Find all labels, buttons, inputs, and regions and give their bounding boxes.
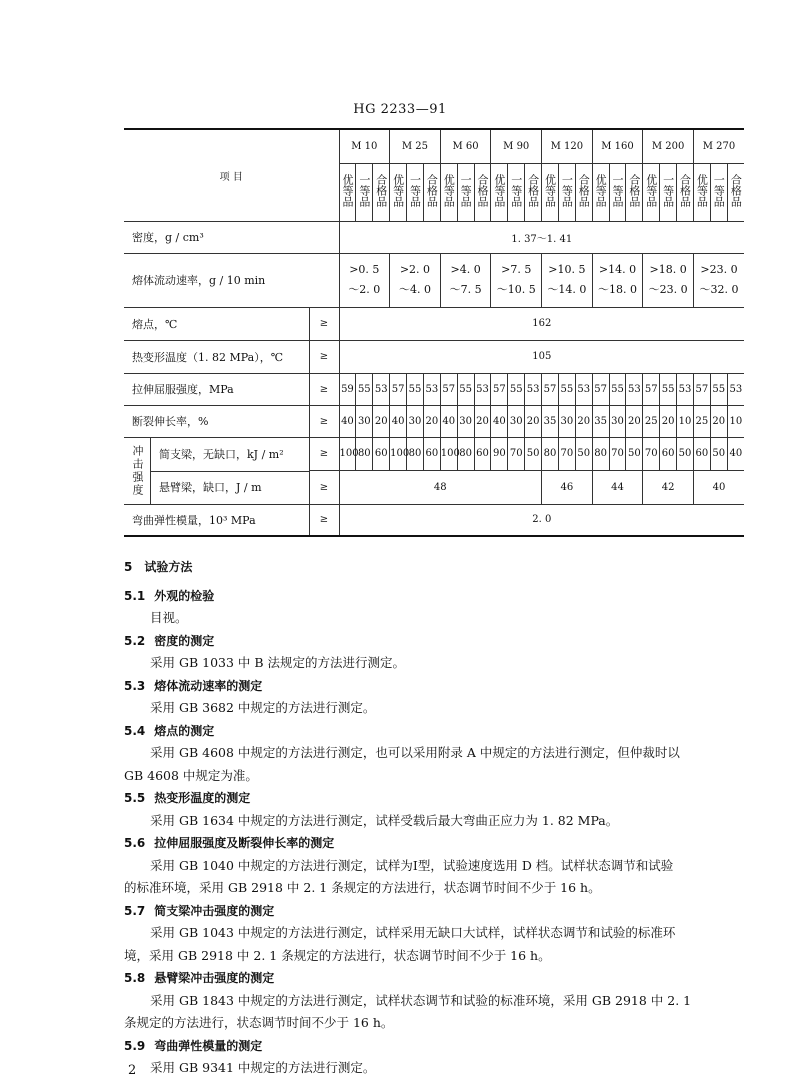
op-ge: ≥ (309, 437, 339, 471)
section-heading: 5 试验方法 (124, 560, 193, 574)
mfr-lower: >2. 0 (399, 263, 431, 276)
paragraph: 采用 GB 3682 中规定的方法进行测定。 (150, 700, 376, 715)
subgrade-label: 一等品 (712, 174, 726, 207)
mfr-range (390, 253, 441, 307)
mfr-lower: >18. 0 (649, 263, 687, 276)
elongation-value: 30 (356, 405, 373, 437)
subgrade-header (491, 163, 508, 221)
paragraph: 的标准环境，采用 GB 2918 中 2. 1 条规定的方法进行，状态调节时间不少于 16 h。 (124, 880, 601, 895)
charpy-value: 50 (575, 437, 592, 471)
elongation-value: 35 (542, 405, 559, 437)
tensile-value: 55 (457, 373, 474, 405)
subgrade-header (457, 163, 474, 221)
subgrade-label: 优等品 (594, 174, 608, 207)
mfr-upper: ～32. 0 (699, 283, 739, 296)
row-label-tensile: 拉伸屈服强度，MPa (124, 373, 309, 405)
charpy-value: 80 (407, 437, 424, 471)
row-label-mfr: 熔体流动速率，g / 10 min (124, 253, 339, 307)
paragraph: 境，采用 GB 2918 中 2. 1 条规定的方法进行，状态调节时间不少于 16 h。 (124, 947, 551, 963)
charpy-value: 90 (491, 437, 508, 471)
tensile-value: 53 (423, 373, 440, 405)
subgrade-header (693, 163, 710, 221)
row-label-density: 密度，g / cm³ (124, 221, 339, 253)
subgrade-label: 优等品 (442, 174, 456, 207)
charpy-value: 70 (609, 437, 626, 471)
subgrade-label: 一等品 (560, 174, 574, 207)
subsection-heading: 5.7 简支梁冲击强度的测定 (124, 900, 746, 923)
elongation-value: 20 (660, 405, 677, 437)
spec-table (124, 128, 744, 537)
page-number: 2 (128, 1063, 137, 1078)
subgrade-header (339, 163, 356, 221)
paragraph: GB 4608 中规定为准。 (124, 767, 258, 783)
charpy-value: 60 (423, 437, 440, 471)
subsection-number: 5.9 (124, 1038, 146, 1053)
elongation-value: 30 (508, 405, 525, 437)
elongation-value: 25 (693, 405, 710, 437)
tensile-value: 53 (626, 373, 643, 405)
tensile-value: 53 (474, 373, 491, 405)
subgrade-label: 一等品 (357, 174, 371, 207)
charpy-value: 70 (558, 437, 575, 471)
test-methods (124, 556, 746, 1080)
elongation-value: 40 (491, 405, 508, 437)
grade-header: M 10 (339, 129, 390, 163)
op-ge: ≥ (309, 340, 339, 373)
mfr-upper: ～7. 5 (449, 283, 482, 296)
grade-header: M 200 (643, 129, 694, 163)
izod-value: 48 (339, 471, 542, 505)
mfr-range (693, 253, 744, 307)
subgrade-label: 合格品 (627, 174, 641, 207)
tensile-value: 55 (407, 373, 424, 405)
tensile-value: 55 (710, 373, 727, 405)
subgrade-label: 合格品 (577, 174, 591, 207)
tensile-value: 57 (491, 373, 508, 405)
subgrade-header (373, 163, 390, 221)
elongation-value: 40 (440, 405, 457, 437)
subsection-heading: 5.1 外观的检验 (124, 585, 746, 608)
elongation-value: 20 (525, 405, 542, 437)
subsection-number: 5.5 (124, 791, 146, 805)
mfr-lower: >7. 5 (501, 263, 532, 276)
row-label-charpy: 简支梁，无缺口，kJ / m² (151, 438, 309, 472)
tensile-value: 55 (558, 373, 575, 405)
izod-value: 46 (542, 471, 593, 505)
mfr-lower: >0. 5 (349, 263, 380, 276)
subgrade-label: 合格品 (729, 174, 743, 207)
subsection-heading: 5.4 熔点的测定 (124, 720, 746, 743)
paragraph: 采用 GB 4608 中规定的方法进行测定，也可以采用附录 A 中规定的方法进行测定，但仲裁时以 (150, 745, 680, 760)
op-ge: ≥ (309, 307, 339, 340)
tensile-value: 57 (542, 373, 559, 405)
mfr-upper: ～23. 0 (648, 283, 688, 296)
izod-value: 42 (643, 471, 694, 505)
tensile-value: 55 (356, 373, 373, 405)
row-label-elongation: 断裂伸长率，% (124, 405, 309, 437)
op-ge: ≥ (309, 471, 339, 505)
charpy-value: 80 (542, 437, 559, 471)
charpy-value: 50 (525, 437, 542, 471)
subgrade-label: 一等品 (661, 174, 675, 207)
izod-value: 40 (693, 471, 744, 505)
tensile-value: 53 (525, 373, 542, 405)
subgrade-label: 优等品 (543, 174, 557, 207)
op-ge: ≥ (309, 373, 339, 405)
row-label-izod: 悬臂梁，缺口，J / m (159, 480, 262, 494)
elongation-value: 35 (592, 405, 609, 437)
charpy-value: 40 (727, 437, 744, 471)
subgrade-label: 一等品 (408, 174, 422, 207)
elongation-value: 30 (407, 405, 424, 437)
tensile-value: 57 (390, 373, 407, 405)
subgrade-label: 优等品 (644, 174, 658, 207)
elongation-value: 10 (677, 405, 694, 437)
subgrade-header (508, 163, 525, 221)
row-label-melting: 熔点，℃ (124, 307, 309, 340)
item-header: 项 目 (124, 129, 339, 221)
tensile-value: 57 (693, 373, 710, 405)
subsection-number: 5.7 (124, 903, 146, 918)
subgrade-header (558, 163, 575, 221)
elongation-value: 20 (575, 405, 592, 437)
paragraph: 采用 GB 9341 中规定的方法进行测定。 (150, 1060, 376, 1075)
charpy-value: 70 (643, 437, 660, 471)
charpy-value: 80 (457, 437, 474, 471)
op-ge: ≥ (309, 504, 339, 536)
subgrade-label: 优等品 (391, 174, 405, 207)
subgrade-header (390, 163, 407, 221)
mfr-lower: >4. 0 (450, 263, 481, 276)
mfr-lower: >10. 5 (548, 263, 586, 276)
grade-header: M 90 (491, 129, 542, 163)
subgrade-header (474, 163, 491, 221)
subgrade-label: 合格品 (678, 174, 692, 207)
charpy-value: 80 (356, 437, 373, 471)
subsection-heading: 5.9 弯曲弹性模量的测定 (124, 1035, 746, 1058)
charpy-value: 50 (677, 437, 694, 471)
elongation-value: 10 (727, 405, 744, 437)
subgrade-header (440, 163, 457, 221)
paragraph: 条规定的方法进行，状态调节时间不少于 16 h。 (124, 1015, 394, 1030)
subgrade-label: 优等品 (695, 174, 709, 207)
subsection-heading: 5.5 热变形温度的测定 (124, 787, 746, 810)
melting-value: 162 (339, 307, 744, 340)
subgrade-label: 合格品 (425, 174, 439, 207)
mfr-range (440, 253, 491, 307)
tensile-value: 55 (609, 373, 626, 405)
subgrade-label: 合格品 (374, 174, 388, 207)
subgrade-header (356, 163, 373, 221)
charpy-value: 60 (693, 437, 710, 471)
mfr-upper: ～2. 0 (348, 283, 381, 296)
density-value: 1. 37～1. 41 (339, 221, 744, 253)
subgrade-header (643, 163, 660, 221)
mfr-upper: ～4. 0 (398, 283, 431, 296)
mfr-upper: ～10. 5 (496, 283, 536, 296)
mfr-range (491, 253, 542, 307)
subsection-number: 5.8 (124, 971, 146, 985)
tensile-value: 57 (592, 373, 609, 405)
subgrade-header (677, 163, 694, 221)
grade-header: M 60 (440, 129, 491, 163)
tensile-value: 53 (373, 373, 390, 405)
elongation-value: 20 (373, 405, 390, 437)
subgrade-label: 优等品 (340, 174, 354, 207)
subsection-number: 5.4 (124, 723, 146, 738)
subgrade-header (407, 163, 424, 221)
subgrade-header (575, 163, 592, 221)
subgrade-label: 合格品 (526, 174, 540, 207)
mfr-upper: ～18. 0 (598, 283, 637, 296)
subsection-heading: 5.2 密度的测定 (124, 630, 746, 653)
charpy-value: 60 (474, 437, 491, 471)
tensile-value: 53 (727, 373, 744, 405)
tensile-value: 53 (575, 373, 592, 405)
elongation-value: 25 (643, 405, 660, 437)
flexural-value: 2. 0 (339, 504, 744, 536)
tensile-value: 55 (660, 373, 677, 405)
elongation-value: 20 (423, 405, 440, 437)
paragraph: 采用 GB 1040 中规定的方法进行测定，试样为Ⅰ型，试验速度选用 D 档。试样状态调节和试验 (150, 857, 674, 873)
mfr-lower: >23. 0 (700, 263, 738, 276)
subgrade-header (710, 163, 727, 221)
subgrade-label: 一等品 (459, 174, 473, 207)
grade-header: M 270 (693, 129, 744, 163)
subgrade-label: 优等品 (492, 174, 506, 207)
mfr-lower: >14. 0 (598, 263, 637, 276)
tensile-value: 59 (339, 373, 356, 405)
mfr-range (339, 253, 390, 307)
subgrade-header (542, 163, 559, 221)
tensile-value: 53 (677, 373, 694, 405)
tensile-value: 57 (643, 373, 660, 405)
subgrade-header (423, 163, 440, 221)
op-ge: ≥ (309, 405, 339, 437)
elongation-value: 20 (474, 405, 491, 437)
elongation-value: 30 (609, 405, 626, 437)
mfr-range (542, 253, 593, 307)
charpy-value: 60 (373, 437, 390, 471)
subgrade-label: 一等品 (509, 174, 523, 207)
elongation-value: 20 (710, 405, 727, 437)
charpy-value: 50 (710, 437, 727, 471)
charpy-value: 50 (626, 437, 643, 471)
subgrade-header (525, 163, 542, 221)
subsection-number: 5.6 (124, 836, 146, 850)
subgrade-header (609, 163, 626, 221)
paragraph: 目视。 (150, 610, 188, 625)
charpy-value: 100 (440, 437, 457, 471)
charpy-value: 60 (660, 437, 677, 471)
subsection-number: 5.2 (124, 633, 146, 648)
subsection-heading: 5.8 悬臂梁冲击强度的测定 (124, 967, 746, 990)
subsection-number: 5.1 (124, 588, 146, 603)
hdt-value: 105 (339, 340, 744, 373)
charpy-value: 70 (508, 437, 525, 471)
mfr-range (592, 253, 643, 307)
paragraph: 采用 GB 1843 中规定的方法进行测定，试样状态调节和试验的标准环境，采用 GB 2918 中 2. 1 (150, 992, 692, 1008)
elongation-value: 30 (457, 405, 474, 437)
subsection-number: 5.3 (124, 678, 146, 693)
charpy-value: 100 (390, 437, 407, 471)
impact-group-label: 冲击强度 (131, 444, 144, 497)
izod-value: 44 (592, 471, 643, 505)
subgrade-header (660, 163, 677, 221)
impact-group-cell (124, 437, 309, 504)
elongation-value: 40 (390, 405, 407, 437)
subgrade-header (727, 163, 744, 221)
paragraph: 采用 GB 1033 中 B 法规定的方法进行测定。 (150, 655, 406, 670)
paragraph: 采用 GB 1634 中规定的方法进行测定，试样受载后最大弯曲正应力为 1. 82 MPa。 (150, 812, 619, 828)
subgrade-label: 合格品 (475, 174, 489, 207)
subsection-heading: 5.3 熔体流动速率的测定 (124, 675, 746, 698)
grade-header: M 160 (592, 129, 643, 163)
tensile-value: 55 (508, 373, 525, 405)
subgrade-header (592, 163, 609, 221)
charpy-value: 100 (339, 437, 356, 471)
row-label-hdt: 热变形温度（1. 82 MPa），℃ (124, 340, 309, 373)
standard-header: HG 2233—91 (353, 102, 447, 117)
mfr-upper: ～14. 0 (547, 283, 587, 296)
tensile-value: 57 (440, 373, 457, 405)
subsection-heading: 5.6 拉伸屈服强度及断裂伸长率的测定 (124, 832, 746, 855)
elongation-value: 20 (626, 405, 643, 437)
charpy-value: 80 (592, 437, 609, 471)
row-label-flexural: 弯曲弹性模量，10³ MPa (124, 504, 309, 536)
grade-header: M 25 (390, 129, 441, 163)
subgrade-header (626, 163, 643, 221)
elongation-value: 30 (558, 405, 575, 437)
subgrade-label: 一等品 (611, 174, 624, 207)
paragraph: 采用 GB 1043 中规定的方法进行测定，试样采用无缺口大试样，试样状态调节和试验的标准环 (150, 925, 676, 940)
mfr-range (643, 253, 694, 307)
elongation-value: 40 (339, 405, 356, 437)
grade-header: M 120 (542, 129, 593, 163)
